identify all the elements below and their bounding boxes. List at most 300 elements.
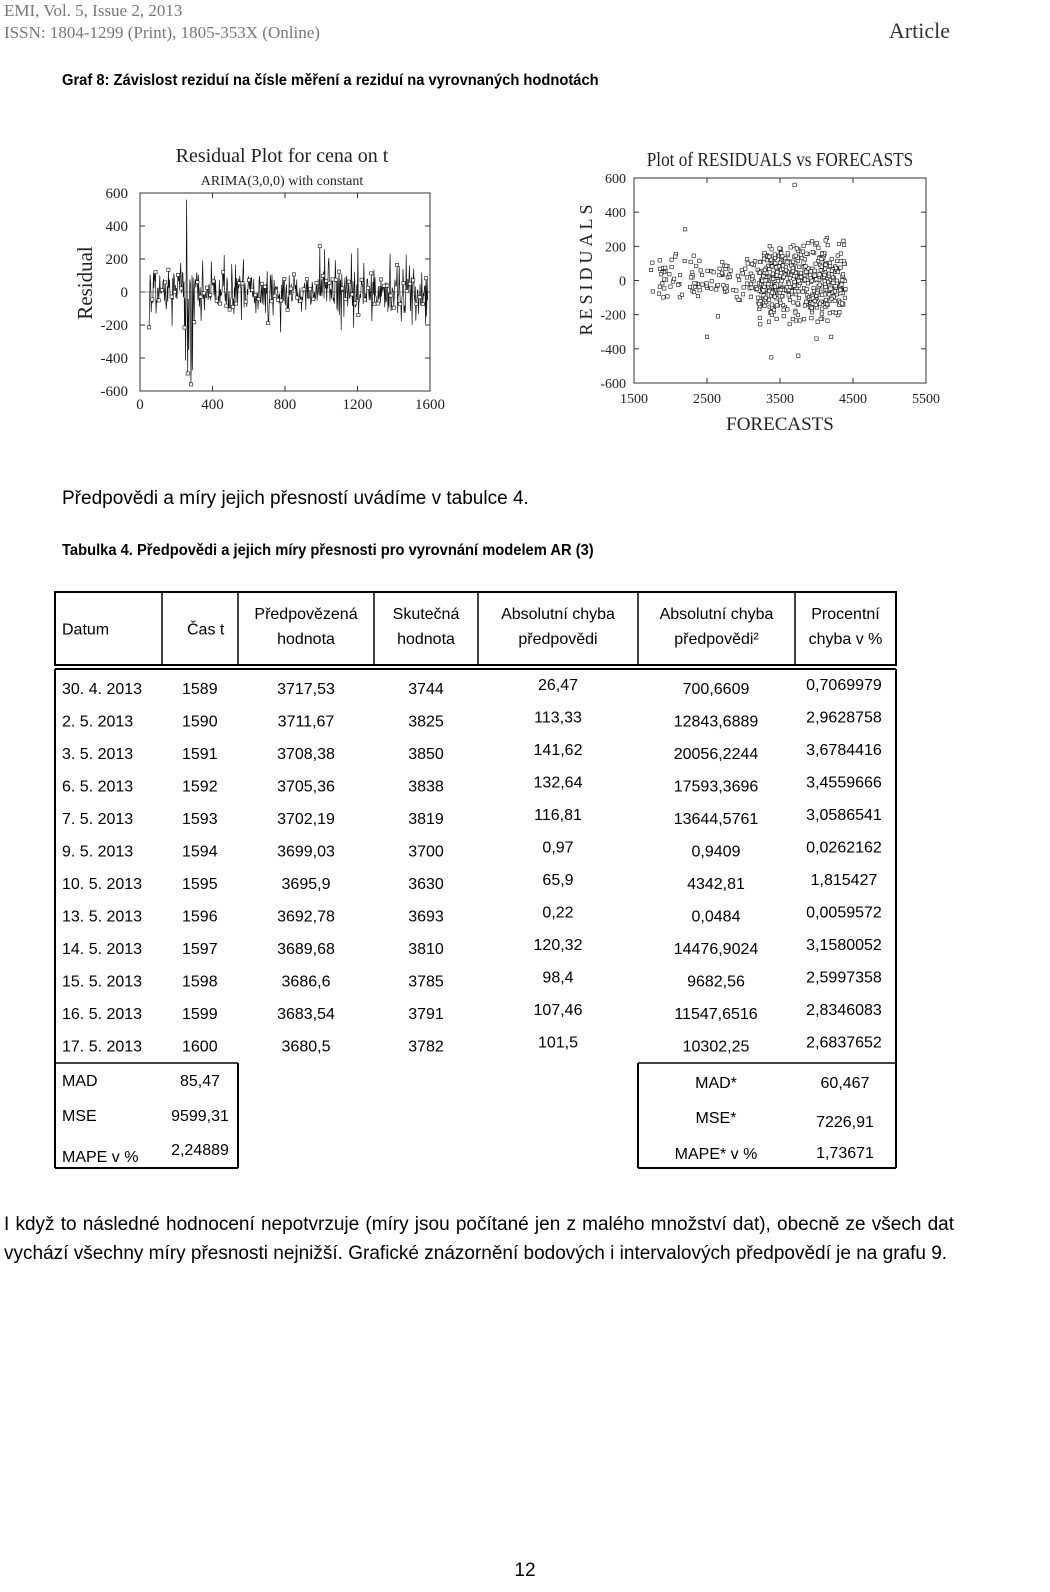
chart2-point <box>776 279 779 282</box>
table-cell: 1594 <box>182 843 218 861</box>
chart2-point <box>741 293 744 296</box>
chart2-point <box>813 274 816 277</box>
chart2-point <box>842 239 845 242</box>
chart1-x-tick-label: 0 <box>136 397 144 413</box>
chart2-point <box>828 311 831 314</box>
chart2-point <box>844 287 847 290</box>
chart2-point <box>750 262 753 265</box>
chart1-point <box>328 281 331 284</box>
table-cell: 116,81 <box>534 807 582 824</box>
chart1-point <box>395 263 398 266</box>
chart2-point <box>836 259 839 262</box>
chart2-point <box>779 271 782 274</box>
table-cell: 0,0059572 <box>806 904 882 922</box>
chart2-point <box>725 264 728 267</box>
table-caption: Tabulka 4. Předpovědi a jejich míry přesnosti pro vyrovnání modelem AR (3) <box>62 542 594 559</box>
chart1-point <box>199 295 202 298</box>
chart2-point <box>716 283 719 286</box>
chart1-point <box>270 300 273 303</box>
chart2-point <box>788 322 791 325</box>
chart2-point <box>761 279 764 282</box>
residuals-vs-forecasts-chart <box>570 138 950 438</box>
table-cell: 16. 5. 2013 <box>62 1006 143 1023</box>
chart2-point <box>832 281 835 284</box>
table-cell: 1596 <box>182 908 218 926</box>
chart2-point <box>792 301 795 304</box>
chart2-point <box>842 243 845 246</box>
table-cell: 3,0586541 <box>806 807 882 824</box>
chart2-point <box>827 269 830 272</box>
chart2-point <box>756 296 759 299</box>
chart2-point <box>782 275 785 278</box>
chart2-point <box>712 271 715 274</box>
chart2-x-tick-label: 1500 <box>620 392 648 407</box>
chart2-point <box>790 290 793 293</box>
chart2-point <box>698 285 701 288</box>
table-cell: 1600 <box>182 1038 218 1056</box>
chart2-point <box>791 317 794 320</box>
chart1-point <box>283 277 286 280</box>
chart2-point <box>789 246 792 249</box>
summary-left-value: 9599,31 <box>171 1108 229 1125</box>
table-cell: 2,5997358 <box>806 969 882 987</box>
chart1-point <box>180 287 183 290</box>
conclusion-paragraph: I když to následné hodnocení nepotvrzuje (míry jsou počítané jen z malého množství dat), obecně ze všech dat vychází všechny míry přesnosti nejnižší. Grafické znázornění bodových i intervalových předpovědí je na grafu 9. <box>4 1214 954 1264</box>
chart1-point <box>273 294 276 297</box>
table-cell: 15. 5. 2013 <box>62 973 143 991</box>
chart1-point <box>244 300 247 303</box>
table-cell: 0,0484 <box>691 908 741 926</box>
chart2-point <box>775 317 778 320</box>
chart2-point <box>784 269 787 272</box>
table-cell: 3708,38 <box>277 746 335 763</box>
chart1-y-tick-label: 400 <box>105 219 128 235</box>
chart2-point <box>781 264 784 267</box>
chart1-point <box>164 281 167 284</box>
chart2-point <box>759 323 762 326</box>
chart2-point <box>780 295 783 298</box>
chart2-point <box>826 319 829 322</box>
chart2-point <box>818 302 821 305</box>
table-cell: 0,97 <box>542 839 574 857</box>
chart1-point <box>196 281 199 284</box>
chart2-point <box>837 242 840 245</box>
table-cell: 3850 <box>408 746 444 763</box>
chart1-point <box>292 273 295 276</box>
chart2-point <box>745 276 748 279</box>
chart2-point <box>696 294 699 297</box>
chart2-point <box>741 272 744 275</box>
table-header-cell: hodnota <box>277 631 335 648</box>
chart2-point <box>651 261 654 264</box>
summary-right-label: MAD* <box>695 1075 737 1092</box>
chart2-point <box>767 320 770 323</box>
chart2-point <box>750 286 753 289</box>
chart2-point <box>745 257 748 260</box>
chart2-point <box>776 304 779 307</box>
chart2-point <box>833 290 836 293</box>
table-cell: 98,4 <box>542 969 574 987</box>
table-cell: 0,22 <box>542 904 574 922</box>
chart2-point <box>814 303 817 306</box>
chart2-point <box>796 302 799 305</box>
chart2-point <box>829 287 832 290</box>
table-cell: 1597 <box>182 941 218 958</box>
chart2-point <box>729 269 732 272</box>
chart2-point <box>813 299 816 302</box>
chart2-point <box>839 266 842 269</box>
chart2-point <box>793 284 796 287</box>
chart2-x-tick-label: 3500 <box>766 392 794 407</box>
table-cell: 3700 <box>408 843 444 861</box>
chart2-point <box>666 295 669 298</box>
chart2-point <box>841 279 844 282</box>
chart2-point <box>746 262 749 265</box>
chart1-point <box>209 293 212 296</box>
chart2-point <box>799 271 802 274</box>
chart1-point <box>205 286 208 289</box>
table-cell: 10302,25 <box>682 1038 750 1056</box>
chart1-point <box>318 245 321 248</box>
chart2-point <box>705 282 708 285</box>
chart1-point <box>308 288 311 291</box>
chart1-point <box>170 295 173 298</box>
chart2-point <box>737 298 740 301</box>
chart1-point <box>350 293 353 296</box>
table-cell: 3717,53 <box>277 681 335 698</box>
chart2-point <box>764 279 767 282</box>
chart1-point <box>218 302 221 305</box>
chart1-point <box>222 271 225 274</box>
chart2-point <box>823 279 826 282</box>
table-header-cell: Datum <box>62 621 110 639</box>
chart1-point <box>402 282 405 285</box>
chart1-point <box>392 306 395 309</box>
chart1-point <box>399 302 402 305</box>
chart2-point <box>830 257 833 260</box>
chart2-y-tick-label: 200 <box>605 240 626 256</box>
chart1-point <box>276 298 279 301</box>
table-cell: 17593,3696 <box>673 778 759 796</box>
chart2-point <box>658 285 661 288</box>
chart1-x-tick-label: 400 <box>201 397 224 413</box>
chart1-point <box>231 305 234 308</box>
chart1-point <box>412 279 415 282</box>
chart2-point <box>768 255 771 258</box>
chart2-point <box>840 283 843 286</box>
chart2-point <box>816 291 819 294</box>
chart2-point <box>674 255 677 258</box>
table-cell: 30. 4. 2013 <box>62 681 143 698</box>
chart2-point <box>830 273 833 276</box>
table-header-cell: hodnota <box>397 631 455 648</box>
chart2-point <box>793 280 796 283</box>
table-cell: 3825 <box>408 713 444 731</box>
chart2-point <box>721 260 724 263</box>
table-cell: 113,33 <box>534 709 582 727</box>
chart1-y-tick-label: -600 <box>100 384 128 400</box>
table-cell: 101,5 <box>537 1034 579 1052</box>
table-cell: 1590 <box>182 713 218 731</box>
chart1-point <box>263 285 266 288</box>
table-cell: 700,6609 <box>682 681 750 698</box>
chart2-point <box>658 259 661 262</box>
table-cell: 3630 <box>408 876 444 893</box>
chart2-point <box>803 258 806 261</box>
chart1-x-tick-label: 800 <box>273 397 297 413</box>
table-header-cell: předpovědi² <box>674 631 759 648</box>
chart2-point <box>680 293 683 296</box>
table-header-cell: Absolutní chyba <box>659 606 774 623</box>
chart2-point <box>773 253 776 256</box>
chart2-point <box>839 288 842 291</box>
chart2-point <box>797 279 800 282</box>
chart2-point <box>769 311 772 314</box>
chart2-point <box>785 285 788 288</box>
chart1-point <box>315 282 318 285</box>
chart2-point <box>695 264 698 267</box>
chart1-point <box>147 326 150 329</box>
chart2-point <box>809 273 812 276</box>
chart2-point <box>737 278 740 281</box>
table-cell: 3699,03 <box>277 843 335 861</box>
chart2-point <box>778 291 781 294</box>
intro-paragraph: Předpovědi a míry jejich přesností uvádíme v tabulce 4. <box>62 488 529 509</box>
table-cell: 1599 <box>182 1006 218 1023</box>
chart1-point <box>421 303 424 306</box>
chart1-point <box>167 268 170 271</box>
table-cell: 3. 5. 2013 <box>62 746 134 763</box>
chart1-x-tick-label: 1600 <box>415 397 445 413</box>
chart1-point <box>241 282 244 285</box>
summary-right-value: 60,467 <box>820 1075 870 1092</box>
chart1-point <box>289 287 292 290</box>
chart2-point <box>805 288 808 291</box>
chart2-point <box>804 265 807 268</box>
chart2-point <box>716 315 719 318</box>
chart2-point <box>794 254 797 257</box>
journal-header <box>4 0 320 44</box>
journal-volume: EMI, Vol. 5, Issue 2, 2013 <box>4 1 183 20</box>
chart2-point <box>788 276 791 279</box>
chart2-title: Plot of RESIDUALS vs FORECASTS <box>646 148 914 172</box>
chart2-point <box>815 337 818 340</box>
chart1-point <box>405 289 408 292</box>
chart2-point <box>791 260 794 263</box>
chart1-point <box>373 302 376 305</box>
table-cell: 9. 5. 2013 <box>62 843 134 861</box>
chart2-point <box>736 274 739 277</box>
chart2-point <box>720 271 723 274</box>
chart1-point <box>280 299 283 302</box>
chart2-point <box>810 306 813 309</box>
chart2-point <box>662 278 665 281</box>
chart2-point <box>758 316 761 319</box>
chart2-point <box>774 266 777 269</box>
summary-left-label: MAD <box>62 1073 98 1090</box>
chart2-point <box>662 296 665 299</box>
chart2-point <box>801 290 804 293</box>
table-cell: 13. 5. 2013 <box>62 908 143 926</box>
chart2-point <box>767 282 770 285</box>
chart1-y-tick-label: 0 <box>120 285 128 301</box>
chart2-point <box>836 270 839 273</box>
table-cell: 1,815427 <box>810 872 878 889</box>
chart2-point <box>824 239 827 242</box>
chart1-point <box>215 299 218 302</box>
chart2-point <box>661 282 664 285</box>
chart1-point <box>154 271 157 274</box>
chart2-point <box>755 287 758 290</box>
chart2-point <box>763 285 766 288</box>
table-cell: 3680,5 <box>281 1038 331 1056</box>
chart2-point <box>801 250 804 253</box>
table-cell: 3705,36 <box>277 778 335 796</box>
chart2-point <box>758 271 761 274</box>
chart2-point <box>758 260 761 263</box>
chart1-y-tick-label: -400 <box>100 351 128 367</box>
chart2-point <box>781 254 784 257</box>
table-cell: 107,46 <box>533 1002 583 1019</box>
table-cell: 141,62 <box>533 742 583 759</box>
chart2-point <box>742 286 745 289</box>
chart1-point <box>341 287 344 290</box>
table-cell: 6. 5. 2013 <box>62 778 134 796</box>
chart2-point <box>799 275 802 278</box>
table-cell: 0,9409 <box>691 843 741 861</box>
chart1-point <box>383 284 386 287</box>
chart2-point <box>692 290 695 293</box>
summary-left-label: MAPE v % <box>62 1149 139 1166</box>
chart1-point <box>186 372 189 375</box>
chart1-point <box>212 280 215 283</box>
chart2-point <box>773 295 776 298</box>
residual-plot-chart <box>60 138 450 413</box>
chart2-point <box>797 296 800 299</box>
chart2-point <box>838 311 841 314</box>
chart2-x-tick-label: 2500 <box>693 392 721 407</box>
chart2-point <box>803 304 806 307</box>
chart1-point <box>173 290 176 293</box>
table-cell: 3782 <box>408 1038 444 1056</box>
chart1-point <box>183 326 186 329</box>
chart2-point <box>683 259 686 262</box>
chart2-point <box>722 284 725 287</box>
chart2-point <box>828 293 831 296</box>
chart2-point <box>815 241 818 244</box>
chart2-point <box>787 282 790 285</box>
table-cell: 1589 <box>182 681 218 698</box>
chart2-point <box>672 277 675 280</box>
chart2-point <box>824 298 827 301</box>
chart2-point <box>778 247 781 250</box>
chart2-y-tick-label: -600 <box>600 377 626 392</box>
summary-left-value: 2,24889 <box>171 1142 229 1159</box>
chart2-point <box>705 335 708 338</box>
table-cell: 9682,56 <box>687 973 745 991</box>
chart2-point <box>803 278 806 281</box>
chart2-point <box>802 244 805 247</box>
chart2-point <box>812 289 815 292</box>
chart2-point <box>649 268 652 271</box>
table-cell: 3791 <box>408 1006 444 1023</box>
chart2-point <box>824 263 827 266</box>
chart2-point <box>843 262 846 265</box>
chart2-point <box>834 311 837 314</box>
chart2-point <box>710 287 713 290</box>
chart2-point <box>829 335 832 338</box>
table-header-cell: Čas t <box>187 621 225 639</box>
chart2-point <box>806 282 809 285</box>
table-cell: 3,6784416 <box>806 742 882 759</box>
chart2-point <box>796 313 799 316</box>
table-cell: 3819 <box>408 811 444 828</box>
table-cell: 0,0262162 <box>806 839 882 857</box>
chart1-point <box>225 304 228 307</box>
chart2-point <box>810 279 813 282</box>
chart1-point <box>376 302 379 305</box>
table-cell: 3702,19 <box>277 811 335 828</box>
summary-right-value: 7226,91 <box>816 1114 874 1131</box>
table-header-cell: Předpovězená <box>254 606 358 623</box>
table-cell: 4342,81 <box>687 876 745 893</box>
table-cell: 14476,9024 <box>673 941 759 958</box>
chart2-point <box>669 285 672 288</box>
chart2-point <box>786 252 789 255</box>
table-cell: 1592 <box>182 778 218 796</box>
chart2-point <box>793 290 796 293</box>
chart2-point <box>779 301 782 304</box>
table-cell: 2,9628758 <box>806 709 882 727</box>
chart2-point <box>763 268 766 271</box>
chart1-point <box>363 298 366 301</box>
chart2-point <box>770 303 773 306</box>
chart2-y-tick-label: -200 <box>600 308 626 324</box>
chart2-point <box>840 302 843 305</box>
chart2-point <box>728 275 731 278</box>
chart2-point <box>762 274 765 277</box>
table-header-cell: Procentní <box>811 606 880 623</box>
chart2-point <box>699 269 702 272</box>
chart1-point <box>331 278 334 281</box>
chart2-point <box>678 273 681 276</box>
table-cell: 26,47 <box>537 677 579 694</box>
table-header-box <box>55 592 896 665</box>
chart1-point <box>418 296 421 299</box>
chart2-point <box>817 246 820 249</box>
chart1-subtitle: ARIMA(3,0,0) with constant <box>200 174 364 189</box>
table-cell: 12843,6889 <box>673 713 759 731</box>
chart2-point <box>768 244 771 247</box>
chart1-point <box>379 278 382 281</box>
table-cell: 3689,68 <box>277 941 335 958</box>
chart2-point <box>815 278 818 281</box>
chart2-point <box>689 260 692 263</box>
chart1-point <box>189 383 192 386</box>
chart2-point <box>802 261 805 264</box>
page-number: 12 <box>514 1560 536 1581</box>
chart2-point <box>657 292 660 295</box>
chart2-point <box>802 317 805 320</box>
chart2-point <box>670 258 673 261</box>
chart1-point <box>299 299 302 302</box>
chart2-point <box>820 307 823 310</box>
chart2-point <box>651 290 654 293</box>
chart1-point <box>251 288 254 291</box>
table-cell: 65,9 <box>542 872 574 889</box>
chart2-point <box>810 240 813 243</box>
chart2-point <box>764 296 767 299</box>
